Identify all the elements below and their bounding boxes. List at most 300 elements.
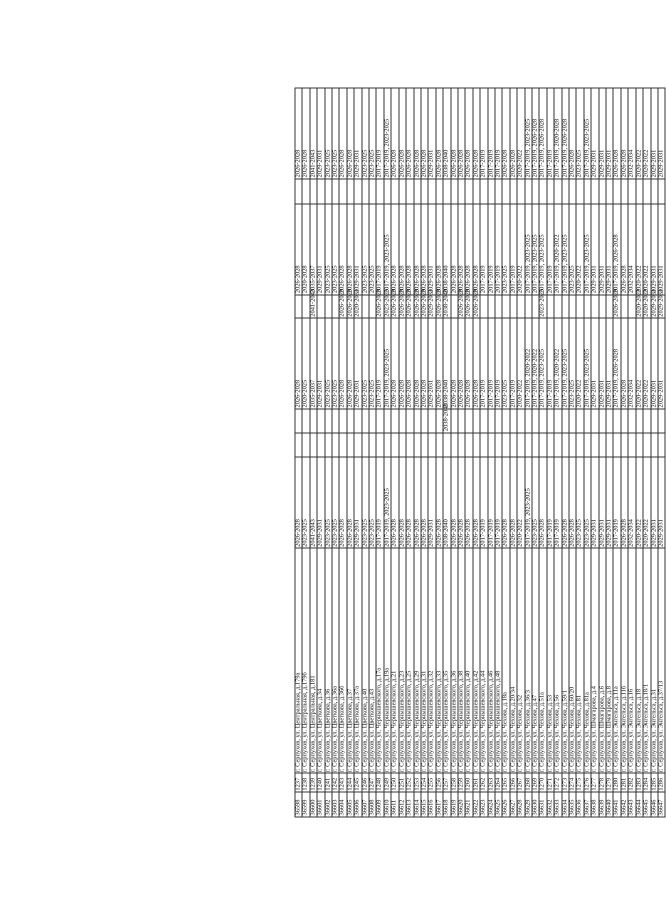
record-id-cell: 36618 — [443, 792, 450, 817]
blank-cell — [465, 433, 472, 458]
period-cell: 2026-2028 — [339, 458, 346, 549]
period-cell — [510, 409, 517, 433]
period-cell: 2017-2019, 2026-2028 — [532, 88, 539, 179]
blank-cell — [465, 179, 472, 204]
blank-cell — [354, 433, 361, 458]
period-cell: 2026-2028 — [458, 88, 465, 179]
row-number-cell: 1268 — [525, 773, 532, 792]
period-cell: 2032-2034 — [628, 318, 635, 409]
period-cell: 2026-2028 — [406, 458, 413, 549]
row-number-cell: 1266 — [510, 773, 517, 792]
period-cell: 2017-2019, 2026-2028 — [562, 88, 569, 179]
period-cell — [295, 409, 302, 433]
period-cell: 2026-2028 — [510, 458, 517, 549]
address-cell: г. Серпухов, ул. Чехова, д.59/1 — [562, 548, 569, 773]
period-cell: 2026-2028 — [399, 204, 406, 295]
blank-cell — [414, 433, 421, 458]
row-number-cell: 1262 — [480, 773, 487, 792]
period-cell: 2017-2019 — [554, 458, 561, 549]
period-cell: 2026-2028 — [621, 458, 628, 549]
period-cell: 2023-2025 — [576, 88, 583, 179]
record-id-cell: 36628 — [517, 792, 524, 817]
period-cell: 2017-2019 — [495, 318, 502, 409]
period-cell: 2017-2019, 2023-2025 — [525, 204, 532, 295]
period-cell — [317, 409, 324, 433]
address-cell: г. Серпухов, ул. Чехова, д.81 — [576, 548, 583, 773]
blank-cell — [554, 433, 561, 458]
period-cell — [569, 295, 576, 319]
period-cell: 2020-2022 — [517, 458, 524, 549]
address-cell: г. Серпухов, ул. Чернышевского, д.46 — [488, 548, 495, 773]
blank-cell — [636, 179, 643, 204]
period-cell: 2026-2028 — [295, 88, 302, 179]
period-cell: 2026-2028 — [465, 458, 472, 549]
period-cell: 2029-2031 — [650, 288, 657, 317]
record-id-cell: 36619 — [451, 792, 458, 817]
period-cell: 2017-2019 — [480, 204, 487, 295]
period-cell: 2020-2022 — [643, 88, 650, 179]
blank-cell — [317, 179, 324, 204]
period-cell: 2017-2019 — [488, 204, 495, 295]
record-id-cell: 36598 — [295, 792, 302, 817]
address-cell: г. Серпухов, ул. Чернышевского, д.17а — [376, 548, 383, 773]
blank-cell — [451, 179, 458, 204]
period-cell: 2029-2031 — [354, 458, 361, 549]
period-cell: 2023-2025 — [362, 88, 369, 179]
period-cell: 2017-2019, 2023-2025 — [539, 204, 546, 295]
period-cell: 2017-2019 — [495, 88, 502, 179]
address-cell: г. Серпухов, ул. Энгельса, д.31 — [651, 548, 658, 773]
blank-cell — [339, 433, 346, 458]
record-id-cell: 36623 — [480, 792, 487, 817]
period-cell: 2023-2025 — [369, 458, 376, 549]
blank-cell — [562, 179, 569, 204]
address-cell: г. Серпухов, ул. Чернышевского, д.48 — [495, 548, 502, 773]
row-number-cell: 1286 — [658, 773, 665, 792]
period-cell — [325, 295, 332, 319]
blank-cell — [436, 179, 443, 204]
address-cell: г. Серпухов, ул. Энгельса, д.18/1 — [643, 548, 650, 773]
period-cell: 2026-2028 — [621, 204, 628, 295]
blank-cell — [376, 433, 383, 458]
address-cell: г. Серпухов, ул. Чехова, д.51а — [539, 548, 546, 773]
period-cell: 2020-2022 — [517, 88, 524, 179]
table-row — [443, 88, 450, 817]
table-row — [554, 88, 561, 817]
period-cell: 2017-2019, 2023-2025 — [562, 204, 569, 295]
period-cell: 2029-2031 — [428, 318, 435, 409]
blank-cell — [317, 433, 324, 458]
period-cell: 2026-2028 — [472, 288, 480, 317]
period-cell: 2026-2028 — [458, 204, 465, 295]
period-cell — [643, 409, 650, 433]
blank-cell — [302, 179, 309, 204]
row-number-cell: 1273 — [562, 773, 569, 792]
record-id-cell: 36629 — [525, 792, 532, 817]
blank-cell — [391, 179, 398, 204]
record-id-cell: 36630 — [532, 792, 539, 817]
period-cell: 2017-2019, 2023-2025 — [532, 204, 539, 295]
blank-cell — [488, 433, 495, 458]
period-cell: 2038-2040 — [442, 288, 450, 317]
period-cell: 2029-2031 — [591, 458, 598, 549]
period-cell: 2017-2019, 2026-2028 — [613, 204, 620, 295]
period-cell: 2017-2019 — [376, 318, 383, 409]
period-cell — [554, 409, 561, 433]
address-cell: г. Серпухов, ул. Цветкова, д.37а — [354, 548, 361, 773]
row-number-cell: 1255 — [428, 773, 435, 792]
period-cell: 2026-2028 — [436, 458, 443, 549]
period-cell: 2029-2031 — [428, 88, 435, 179]
row-number-cell: 1283 — [636, 773, 643, 792]
period-cell: 2026-2028 — [347, 318, 354, 409]
period-cell — [621, 295, 628, 319]
period-cell: 2023-2025 — [532, 458, 539, 549]
period-cell: 2038-2040 — [442, 403, 450, 432]
address-cell: г. Серпухов, ул. Цветкова, д.37 — [347, 548, 354, 773]
record-id-cell: 36647 — [658, 792, 665, 817]
address-cell: г. Серпухов, ул. Чернышевского, д.19а — [384, 548, 391, 773]
row-number-cell: 1279 — [606, 773, 613, 792]
blank-cell — [451, 433, 458, 458]
record-id-cell: 36620 — [458, 792, 465, 817]
period-cell: 2026-2028 — [414, 204, 421, 295]
period-cell: 2020-2025 — [302, 318, 309, 409]
row-number-cell: 1256 — [436, 773, 443, 792]
record-id-cell: 36643 — [628, 792, 635, 817]
period-cell — [651, 409, 658, 433]
period-cell — [451, 409, 458, 433]
blank-cell — [414, 179, 421, 204]
period-cell: 2029-2031 — [599, 88, 606, 179]
row-number-cell: 1259 — [458, 773, 465, 792]
period-cell — [562, 409, 569, 433]
period-cell — [362, 409, 369, 433]
address-cell: г. Серпухов, ул. Цветкова, д.36б — [339, 548, 346, 773]
record-id-cell: 36644 — [636, 792, 643, 817]
period-cell: 2026-2028 — [414, 318, 421, 409]
record-id-cell: 36614 — [414, 792, 421, 817]
period-cell: 2023-2025 — [584, 458, 591, 549]
blank-cell — [354, 179, 361, 204]
period-cell: 2023-2025 — [332, 458, 339, 549]
period-cell — [525, 295, 532, 319]
blank-cell — [539, 179, 546, 204]
period-cell: 2026-2028 — [436, 204, 443, 295]
period-cell — [302, 409, 309, 433]
period-cell: 2020-2022 — [643, 458, 650, 549]
period-cell — [347, 409, 354, 433]
period-cell: 2026-2028 — [451, 458, 458, 549]
period-cell: 2026-2028 — [451, 318, 458, 409]
blank-cell — [621, 179, 628, 204]
record-id-cell: 36611 — [391, 792, 398, 817]
address-cell: г. Серпухов, ул. Шмагарова, д.4 — [591, 548, 598, 773]
period-cell: 2026-2028 — [436, 88, 443, 179]
blank-cell — [510, 433, 517, 458]
period-cell: 2017-2019 — [488, 318, 495, 409]
blank-cell — [636, 433, 643, 458]
table-row — [517, 88, 524, 817]
blank-cell — [613, 433, 620, 458]
record-id-cell: 36621 — [465, 792, 472, 817]
period-cell: 2023-2025 — [383, 288, 391, 317]
period-cell: 2017-2019 — [480, 458, 487, 549]
period-cell: 2029-2031 — [658, 88, 665, 179]
period-cell: 2020-2028 — [302, 204, 309, 295]
blank-cell — [421, 179, 428, 204]
period-cell — [421, 409, 428, 433]
period-cell — [547, 295, 554, 319]
period-cell — [495, 295, 502, 319]
period-cell — [606, 409, 613, 433]
period-cell: 2026-2028 — [473, 88, 480, 179]
blank-cell — [310, 433, 317, 458]
blank-cell — [658, 179, 665, 204]
table-row — [406, 88, 413, 817]
address-cell: г. Серпухов, ул. Энгельса, д.16 — [628, 548, 635, 773]
row-number-cell: 1264 — [495, 773, 502, 792]
repair-schedule-table — [295, 88, 666, 818]
blank-cell — [562, 433, 569, 458]
period-cell — [310, 409, 317, 433]
period-cell — [325, 409, 332, 433]
period-cell — [502, 295, 509, 319]
blank-cell — [547, 433, 554, 458]
row-number-cell: 1277 — [591, 773, 598, 792]
period-cell: 2032-2034 — [628, 88, 635, 179]
record-id-cell: 36622 — [473, 792, 480, 817]
row-number-cell: 1240 — [317, 773, 324, 792]
period-cell: 2017-2019 — [547, 458, 554, 549]
period-cell: 2017-2019 — [495, 204, 502, 295]
period-cell: 2029-2031 — [599, 318, 606, 409]
period-cell — [428, 409, 435, 433]
blank-cell — [369, 179, 376, 204]
blank-cell — [473, 179, 480, 204]
period-cell: 2017-2019, 2023-2025 — [384, 318, 391, 409]
blank-cell — [539, 433, 546, 458]
period-cell — [362, 295, 369, 319]
period-cell: 2041-2043 — [310, 88, 317, 179]
period-cell: 2026-2028 — [435, 288, 443, 317]
period-cell — [488, 409, 495, 433]
row-number-cell: 1260 — [465, 773, 472, 792]
period-cell: 2023-2025 — [325, 318, 332, 409]
row-number-cell: 1271 — [547, 773, 554, 792]
period-cell — [613, 409, 620, 433]
period-cell — [473, 409, 480, 433]
period-cell: 2017-2019, 2026-2028 — [539, 88, 546, 179]
row-number-cell: 1281 — [621, 773, 628, 792]
period-cell — [295, 295, 302, 319]
period-cell — [599, 295, 606, 319]
period-cell: 2026-2028 — [399, 458, 406, 549]
address-cell: г. Серпухов, ул. Чехова, д.18а — [502, 548, 509, 773]
blank-cell — [599, 433, 606, 458]
period-cell — [480, 295, 487, 319]
period-cell: 2026-2028 — [375, 288, 383, 317]
period-cell: 2026-2028 — [413, 288, 420, 317]
period-cell — [465, 409, 472, 433]
period-cell: 2020-2022 — [576, 318, 583, 409]
period-cell: 2017-2019, 2026-2028 — [613, 318, 620, 409]
period-cell — [354, 409, 361, 433]
period-cell: 2026-2028 — [295, 318, 302, 409]
period-cell: 2029-2031 — [354, 318, 361, 409]
period-cell: 2020-2022 — [643, 318, 650, 409]
blank-cell — [436, 433, 443, 458]
blank-cell — [628, 433, 635, 458]
record-id-cell: 36606 — [354, 792, 361, 817]
period-cell: 2023-2025 — [302, 458, 309, 549]
period-cell — [539, 409, 546, 433]
record-id-cell: 36600 — [310, 792, 317, 817]
blank-cell — [310, 179, 317, 204]
period-cell — [391, 409, 398, 433]
period-cell — [376, 409, 383, 433]
record-id-cell: 36612 — [399, 792, 406, 817]
blank-cell — [584, 179, 591, 204]
period-cell — [510, 295, 517, 319]
period-cell: 2026-2028 — [421, 88, 428, 179]
record-id-cell: 36634 — [562, 792, 569, 817]
period-cell: 2026-2028 — [390, 288, 398, 317]
record-id-cell: 36625 — [495, 792, 502, 817]
address-cell: г. Серпухов, ул. Шмагарова, д.8 — [606, 548, 613, 773]
period-cell: 2026-2028 — [436, 318, 443, 409]
period-cell: 2029-2031 — [651, 458, 658, 549]
period-cell: 2026-2028 — [346, 288, 354, 317]
record-id-cell: 36637 — [584, 792, 591, 817]
period-cell: 2029-2031 — [428, 204, 435, 295]
period-cell: 2020-2022 — [635, 288, 643, 317]
period-cell: 2029-2031 — [591, 88, 598, 179]
period-cell: 2017-2019 — [495, 458, 502, 549]
period-cell: 2026-2028 — [391, 204, 398, 295]
period-cell: 2029-2031 — [354, 88, 361, 179]
blank-cell — [295, 433, 302, 458]
period-cell: 2017-2019, 2023-2025 — [584, 88, 591, 179]
period-cell: 2020-2022 — [642, 288, 650, 317]
period-cell — [458, 409, 465, 433]
period-cell: 2017-2019 — [376, 88, 383, 179]
period-cell — [547, 409, 554, 433]
blank-cell — [325, 433, 332, 458]
period-cell: 2026-2028 — [406, 204, 413, 295]
blank-cell — [532, 179, 539, 204]
period-cell: 2020-2022 — [576, 204, 583, 295]
address-cell: г. Серпухов, ул. Чехова, д.32 — [517, 548, 524, 773]
period-cell: 2029-2031 — [651, 204, 658, 295]
period-cell: 2026-2028 — [457, 288, 465, 317]
address-cell: г. Серпухов, ул. Чернышевского, д.40 — [465, 548, 472, 773]
period-cell: 2017-2019, 2023-2025 — [384, 458, 391, 549]
row-number-cell: 1237 — [295, 773, 302, 792]
period-cell: 2026-2028 — [539, 458, 546, 549]
row-number-cell: 1239 — [310, 773, 317, 792]
blank-cell — [488, 179, 495, 204]
period-cell: 2026-2028 — [502, 88, 509, 179]
period-cell — [628, 409, 635, 433]
period-cell: 2038-2040 — [443, 458, 450, 549]
period-cell: 2023-2025 — [332, 318, 339, 409]
record-id-cell: 36642 — [621, 792, 628, 817]
period-cell: 2026-2028 — [612, 288, 620, 317]
period-cell: 2029-2031 — [658, 458, 665, 549]
period-cell: 2017-2019, 2020-2022 — [532, 318, 539, 409]
record-id-cell: 36617 — [436, 792, 443, 817]
row-number-cell: 1258 — [451, 773, 458, 792]
address-cell: г. Серпухов, ул. Чехова, д.53 — [547, 548, 554, 773]
blank-cell — [502, 433, 509, 458]
address-cell: г. Серпухов, ул. Цветкова, д.36 — [325, 548, 332, 773]
address-cell: г. Серпухов, ул. Центральная, д.179а — [295, 548, 302, 773]
period-cell: 2026-2028 — [391, 88, 398, 179]
blank-cell — [599, 179, 606, 204]
period-cell — [525, 409, 532, 433]
period-cell: 2029-2031 — [599, 204, 606, 295]
period-cell: 2017-2019 — [510, 318, 517, 409]
blank-cell — [347, 179, 354, 204]
period-cell — [562, 295, 569, 319]
period-cell: 2017-2019 — [488, 88, 495, 179]
period-cell — [517, 295, 524, 319]
period-cell: 2023-2025 — [369, 88, 376, 179]
period-cell — [414, 409, 421, 433]
table-row — [658, 88, 665, 817]
table-row — [317, 88, 324, 817]
blank-cell — [406, 433, 413, 458]
period-cell: 2026-2028 — [421, 204, 428, 295]
period-cell: 2026-2028 — [347, 458, 354, 549]
period-cell: 2026-2028 — [473, 204, 480, 295]
record-id-cell: 36635 — [569, 792, 576, 817]
period-cell: 2026-2028 — [465, 204, 472, 295]
blank-cell — [443, 433, 450, 458]
period-cell: 2038-2040 — [443, 88, 450, 179]
record-id-cell: 36599 — [302, 792, 309, 817]
row-number-cell: 1241 — [325, 773, 332, 792]
address-cell: г. Серпухов, ул. Чернышевского, д.23 — [399, 548, 406, 773]
period-cell: 2026-2028 — [338, 288, 346, 317]
period-cell: 2023-2025 — [576, 458, 583, 549]
period-cell: 2029-2031 — [354, 204, 361, 295]
period-cell: 2023-2025 — [325, 458, 332, 549]
period-cell — [591, 409, 598, 433]
blank-cell — [651, 433, 658, 458]
blank-cell — [525, 179, 532, 204]
period-cell: 2026-2028 — [295, 204, 302, 295]
period-cell: 2020-2022 — [636, 318, 643, 409]
period-cell — [399, 409, 406, 433]
row-number-cell: 1247 — [369, 773, 376, 792]
address-cell: г. Серпухов, ул. Чехова, д.36/3 — [525, 548, 532, 773]
period-cell: 2029-2031 — [651, 88, 658, 179]
address-cell: г. Серпухов, ул. Центральная, д.181 — [310, 548, 317, 773]
rotated-page — [294, 88, 665, 818]
period-cell: 2017-2019, 2020-2028 — [554, 88, 561, 179]
blank-cell — [376, 179, 383, 204]
row-number-cell: 1261 — [473, 773, 480, 792]
period-cell: 2020-2022 — [636, 204, 643, 295]
blank-cell — [517, 433, 524, 458]
period-cell: 2023-2025 — [362, 318, 369, 409]
period-cell: 2029-2031 — [657, 288, 665, 317]
address-cell: г. Серпухов, ул. Чехова, д.81а — [584, 548, 591, 773]
period-cell: 2026-2028 — [405, 288, 413, 317]
blank-cell — [325, 179, 332, 204]
